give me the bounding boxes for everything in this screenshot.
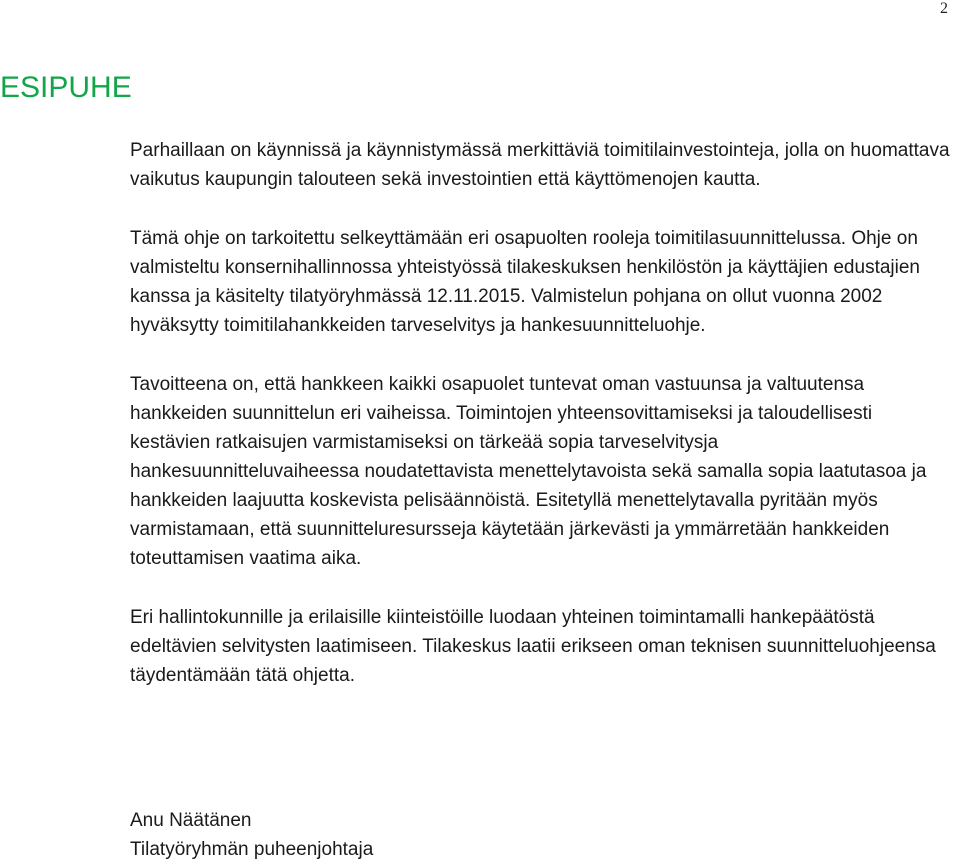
preface-body — [130, 136, 952, 690]
page-title: ESIPUHE — [0, 71, 132, 104]
paragraph-3: Tavoitteena on, että hankkeen kaikki osapuolet tuntevat oman vastuunsa ja valtuutensa hankkeiden suunnittelun eri vaiheissa. Toimintojen yhteensovittamiseksi ja taloudellisesti kestävien ratkaisujen varmistamiseksi on tärkeää sopia tarveselvitysja hankesuunnitteluvaiheessa noudatettavista menettelytavoista sekä samalla sopia laatutasoa ja hankkeiden laajuutta koskevista pelisäännöistä. Esitetyllä menettelytavalla pyritään myös varmistamaan, että suunnitteluresursseja käytetään järkevästi ja ymmärretään hankkeiden toteuttamisen vaatima aika. — [130, 374, 927, 569]
signature-title: Tilatyöryhmän puheenjohtaja — [130, 839, 374, 860]
paragraph-2: Tämä ohje on tarkoitettu selkeyttämään eri osapuolten rooleja toimitilasuunnittelussa. Ohje on valmisteltu konsernihallinnossa yhteistyössä tilakeskuksen henkilöstön ja käyttäjien edustajien kanssa ja käsitelty tilatyöryhmässä 12.11.2015. Valmistelun pohjana on ollut vuonna 2002 hyväksytty toimitilahankkeiden tarveselvitys ja hankesuunnitteluohje. — [130, 228, 920, 336]
paragraph-4: Eri hallintokunnille ja erilaisille kiinteistöille luodaan yhteinen toimintamalli hankepäätöstä edeltävien selvitysten laatimiseen. Tilakeskus laatii erikseen oman teknisen suunnitteluohjeensa täydentämään tätä ohjetta. — [130, 607, 936, 686]
paragraph-1: Parhaillaan on käynnissä ja käynnistymässä merkittäviä toimitilainvestointeja, jolla on huomattava vaikutus kaupungin talouteen sekä investointien että käyttömenojen kautta. — [130, 140, 950, 190]
signature-name: Anu Näätänen — [130, 810, 252, 831]
page-number: 2 — [940, 0, 948, 17]
signature-block — [130, 806, 373, 864]
